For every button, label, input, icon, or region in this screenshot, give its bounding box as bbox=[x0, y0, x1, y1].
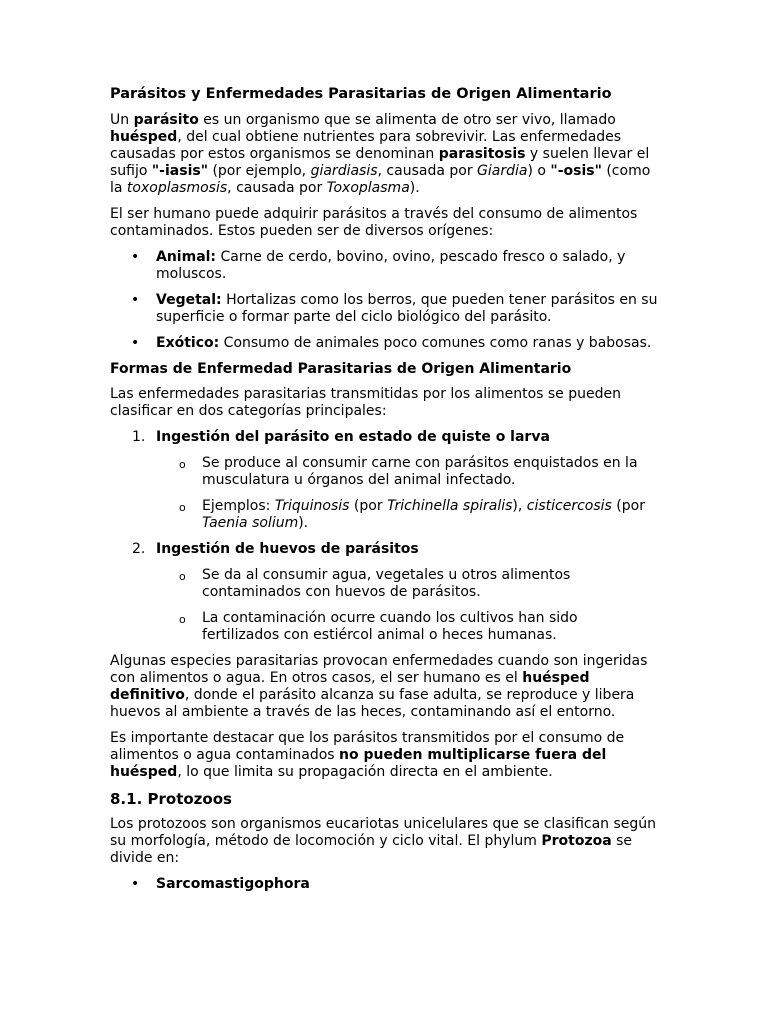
list-item bbox=[110, 249, 658, 283]
text-run: se divide en: bbox=[110, 833, 633, 866]
term-huesped-definitivo: huésped definitivo bbox=[110, 670, 590, 703]
text-run: ). bbox=[298, 515, 309, 531]
text-run: (como la bbox=[110, 163, 651, 196]
text-run: Es importante destacar que los parásitos transmitidos por el consumo de alimentos o agua contaminados bbox=[110, 730, 625, 763]
sub-marker: o bbox=[179, 570, 186, 583]
origin-text: Hortalizas como los berros, que pueden tener parásitos en su superficie o formar parte del ciclo biológico del parásito. bbox=[156, 292, 658, 325]
origin-text: Consumo de animales poco comunes como ranas y babosas. bbox=[219, 335, 652, 351]
text-run: ), bbox=[512, 498, 527, 514]
sub-list-item bbox=[156, 610, 658, 644]
text-run: ). bbox=[409, 180, 420, 196]
sub-list-item bbox=[156, 498, 658, 532]
term-cisticercosis: cisticercosis bbox=[526, 498, 612, 514]
text-run: Un bbox=[110, 112, 134, 128]
sub-list-item bbox=[156, 455, 658, 489]
term-taenia: Taenia solium bbox=[202, 515, 299, 531]
form-title: Ingestión de huevos de parásitos bbox=[156, 541, 419, 557]
acquire-paragraph: El ser humano puede adquirir parásitos a través del consumo de alimentos contaminados. Estos pueden ser de diversos orígenes: bbox=[110, 206, 638, 239]
term-osis: "-osis" bbox=[550, 163, 602, 179]
protozoa-item: Sarcomastigophora bbox=[156, 876, 310, 892]
text-run: Ejemplos: bbox=[202, 498, 275, 514]
sub-item-text: La contaminación ocurre cuando los cultivos han sido fertilizados con estiércol animal o heces humanas. bbox=[202, 610, 578, 643]
sub-list bbox=[156, 455, 658, 532]
sub-marker: o bbox=[179, 613, 186, 626]
definitive-paragraph bbox=[110, 653, 658, 721]
term-toxoplasma: Toxoplasma bbox=[326, 180, 410, 196]
list-item bbox=[110, 292, 658, 326]
protozoa-paragraph bbox=[110, 816, 658, 867]
emphasis-no-multiplicarse: no pueden multiplicarse fuera del huésped bbox=[110, 747, 607, 780]
origin-text: Carne de cerdo, bovino, ovino, pescado fresco o salado, y moluscos. bbox=[156, 249, 626, 282]
list-item bbox=[110, 541, 658, 644]
document-title: Parásitos y Enfermedades Parasitarias de Origen Alimentario bbox=[110, 86, 612, 102]
sub-item-text: Se da al consumir agua, vegetales u otros alimentos contaminados con huevos de parásitos. bbox=[202, 567, 571, 600]
bullet-marker: • bbox=[131, 876, 140, 892]
term-huesped: huésped bbox=[110, 129, 178, 145]
term-giardiasis: giardiasis bbox=[310, 163, 378, 179]
term-parasito: parásito bbox=[133, 112, 199, 128]
origin-label: Exótico: bbox=[156, 335, 220, 351]
term-toxoplasmosis: toxoplasmosis bbox=[126, 180, 228, 196]
bullet-marker: • bbox=[131, 249, 140, 265]
text-run: , del cual obtiene nutrientes para sobrevivir. Las enfermedades causadas por estos organismos se denominan bbox=[110, 129, 622, 162]
form-title: Ingestión del parásito en estado de quiste o larva bbox=[156, 429, 550, 445]
forms-list bbox=[110, 429, 658, 644]
sub-marker: o bbox=[179, 458, 186, 471]
bullet-marker: • bbox=[131, 335, 140, 351]
list-item bbox=[110, 876, 658, 893]
text-run: y suelen llevar el sufijo bbox=[110, 146, 650, 179]
important-paragraph bbox=[110, 730, 658, 781]
list-number: 2. bbox=[132, 541, 146, 557]
sub-marker: o bbox=[179, 501, 186, 514]
term-iasis: "-iasis" bbox=[151, 163, 208, 179]
origin-label: Animal: bbox=[156, 249, 217, 265]
text-run: , lo que limita su propagación directa en el ambiente. bbox=[177, 764, 553, 780]
sub-item-text: Se produce al consumir carne con parásitos enquistados en la musculatura u órganos del animal infectado. bbox=[202, 455, 638, 488]
text-run: , causada por bbox=[227, 180, 327, 196]
forms-heading: Formas de Enfermedad Parasitarias de Origen Alimentario bbox=[110, 361, 572, 377]
text-run: (por ejemplo, bbox=[208, 163, 311, 179]
term-parasitosis: parasitosis bbox=[438, 146, 526, 162]
intro-paragraph bbox=[110, 112, 658, 197]
origin-label: Vegetal: bbox=[156, 292, 222, 308]
sub-list bbox=[156, 567, 658, 644]
sub-list-item bbox=[156, 567, 658, 601]
list-item bbox=[110, 335, 658, 352]
list-item bbox=[110, 429, 658, 532]
forms-intro-paragraph: Las enfermedades parasitarias transmitidas por los alimentos se pueden clasificar en dos categorías principales: bbox=[110, 386, 621, 419]
term-protozoa: Protozoa bbox=[541, 833, 612, 849]
section-heading-protozoos: 8.1. Protozoos bbox=[110, 790, 232, 808]
text-run: (por bbox=[349, 498, 388, 514]
text-run: Algunas especies parasitarias provocan enfermedades cuando son ingeridas con alimentos o agua. En otros casos, el ser humano es el bbox=[110, 653, 648, 686]
text-run: , causada por bbox=[377, 163, 478, 179]
text-run: es un organismo que se alimenta de otro ser vivo, llamado bbox=[198, 112, 616, 128]
bullet-marker: • bbox=[131, 292, 140, 308]
term-triquinosis: Triquinosis bbox=[274, 498, 350, 514]
text-run: (por bbox=[611, 498, 645, 514]
protozoa-list bbox=[110, 876, 658, 893]
text-run: , donde el parásito alcanza su fase adulta, se reproduce y libera huevos al ambiente a través de las heces, contaminando así el entorno. bbox=[110, 687, 635, 720]
origins-list bbox=[110, 249, 658, 352]
text-run: ) o bbox=[527, 163, 551, 179]
term-giardia: Giardia bbox=[477, 163, 528, 179]
text-run: Los protozoos son organismos eucariotas unicelulares que se clasifican según su morfología, método de locomoción y ciclo vital. El phylum bbox=[110, 816, 657, 849]
list-number: 1. bbox=[132, 429, 146, 445]
term-trichinella: Trichinella spiralis bbox=[387, 498, 513, 514]
